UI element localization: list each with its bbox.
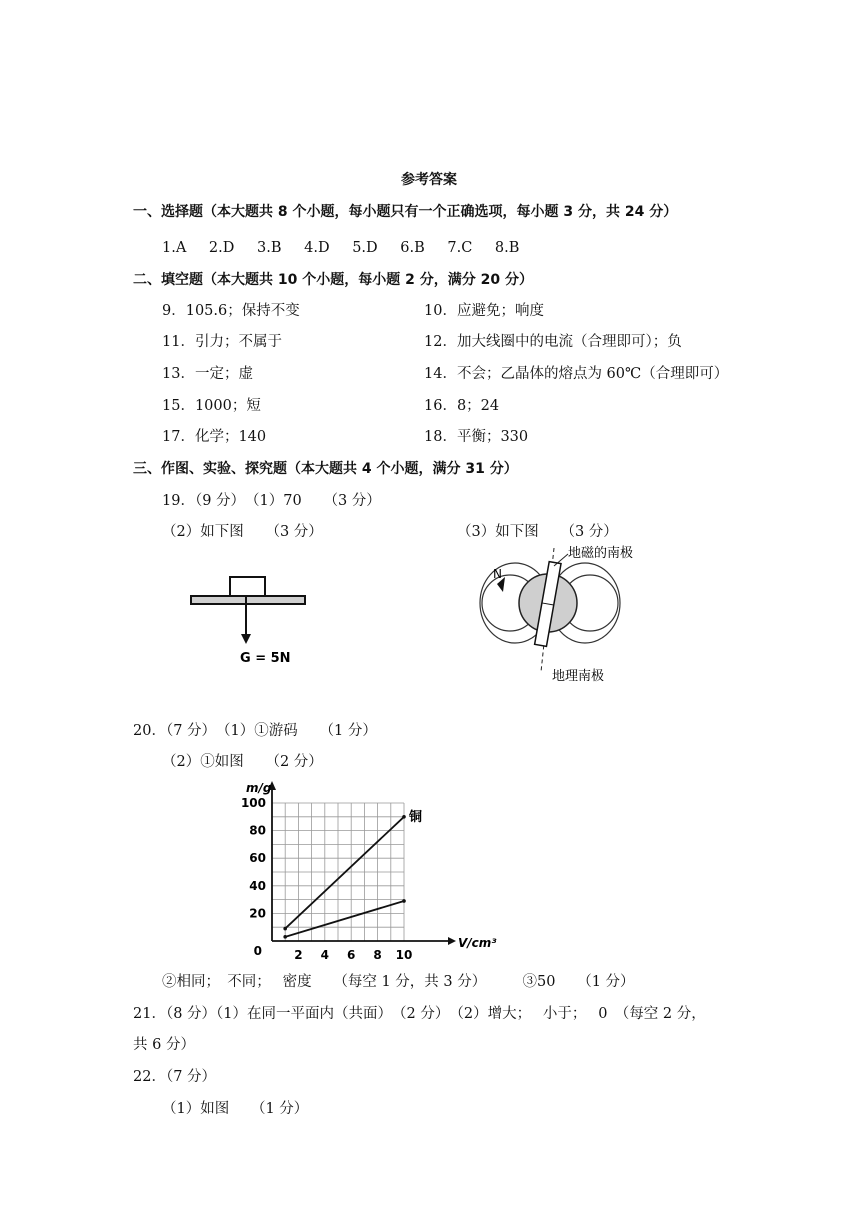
q19-line1: 19．（9 分） （1）70 （3 分） — [162, 493, 381, 509]
mc-answer: 4.D — [304, 240, 330, 256]
mc-answer: 2.D — [208, 240, 235, 256]
data-point — [283, 927, 287, 931]
q19-part3: （3）如下图 （3 分） — [457, 524, 618, 540]
q21-line2: 共 6 分） — [133, 1037, 195, 1053]
data-point — [283, 935, 287, 939]
fill-answer-16: 16．8；24 — [424, 398, 500, 414]
mc-answers — [162, 239, 537, 257]
force-label: G = 5N — [240, 651, 291, 666]
section1-heading: 一、选择题（本大题共 8 个小题，每小题只有一个正确选项，每小题 3 分，共 24 分） — [133, 204, 678, 220]
fill-answer-11: 11．引力；不属于 — [162, 334, 282, 350]
mc-answer: 6.B — [400, 240, 425, 256]
fill-answer-14: 14．不会；乙晶体的熔点为 60℃（合理即可） — [424, 366, 729, 382]
series-label: 铜 — [409, 809, 423, 825]
q22-part1: （1）如图 （1 分） — [162, 1101, 309, 1117]
page-title: 参考答案 — [401, 172, 457, 188]
y-axis-label: m/g — [246, 781, 272, 795]
q22-line1: 22．（7 分） — [133, 1069, 217, 1085]
fill-answer-17: 17．化学；140 — [162, 429, 267, 445]
origin-label: 0 — [253, 944, 262, 958]
plank — [191, 596, 305, 604]
series-line — [285, 901, 404, 937]
mass-volume-chart — [240, 778, 500, 968]
section2-heading: 二、填空题（本大题共 10 个小题，每小题 2 分，满分 20 分） — [133, 272, 533, 288]
y-tick-label: 80 — [249, 823, 266, 838]
data-point — [402, 815, 406, 819]
q21-line1: 21．（8 分）（1）在同一平面内（共面） （2 分） （2）增大； 小于； 0 （每空 2 分， — [133, 1006, 706, 1022]
fill-answer-12: 12．加大线圈中的电流（合理即可）；负 — [424, 334, 682, 350]
fill-answer-13: 13．一定；虚 — [162, 366, 253, 382]
mc-answer: 8.B — [494, 240, 520, 256]
magnetic-south-label: 地磁的南极 — [568, 546, 634, 561]
mc-answer: 5.D — [352, 240, 378, 256]
x-tick-label: 6 — [347, 948, 356, 962]
geographic-south-label: 地理南极 — [552, 669, 605, 684]
x-tick-label: 10 — [395, 948, 413, 962]
x-tick-label: 8 — [373, 948, 382, 962]
north-label: N — [493, 567, 502, 581]
q19-part2: （2）如下图 （3 分） — [162, 524, 323, 540]
fill-answer-10: 10．应避免；响度 — [424, 303, 544, 319]
q20-line3: ②相同； 不同； 密度 （每空 1 分，共 3 分） ③50 （1 分） — [162, 974, 635, 990]
series-line — [285, 817, 404, 929]
mc-answer: 7.C — [447, 240, 473, 256]
y-tick-label: 40 — [249, 878, 266, 893]
q20-line1: 20．（7 分） （1）①游码 （1 分） — [133, 723, 377, 739]
force-diagram — [185, 570, 315, 670]
x-axis-arrow — [448, 937, 456, 945]
fill-answer-15: 15．1000；短 — [162, 398, 261, 414]
mc-answer: 1.A — [162, 240, 187, 256]
x-tick-label: 2 — [294, 948, 303, 962]
y-tick-label: 20 — [249, 906, 266, 921]
gravity-arrow-head — [241, 634, 251, 644]
fill-answer-18: 18．平衡；330 — [424, 429, 529, 445]
magnetic-field-diagram — [470, 540, 640, 690]
x-tick-label: 4 — [320, 948, 329, 962]
x-axis-label: V/cm³ — [458, 936, 497, 950]
fill-answer-9: 9．105.6；保持不变 — [162, 303, 300, 319]
section3-heading: 三、作图、实验、探究题（本大题共 4 个小题，满分 31 分） — [133, 461, 518, 477]
y-tick-label: 100 — [240, 796, 266, 810]
y-tick-label: 60 — [249, 851, 266, 866]
q20-part2: （2）①如图 （2 分） — [162, 754, 323, 770]
data-point — [402, 899, 406, 903]
mc-answer: 3.B — [257, 240, 282, 256]
block — [230, 577, 265, 596]
